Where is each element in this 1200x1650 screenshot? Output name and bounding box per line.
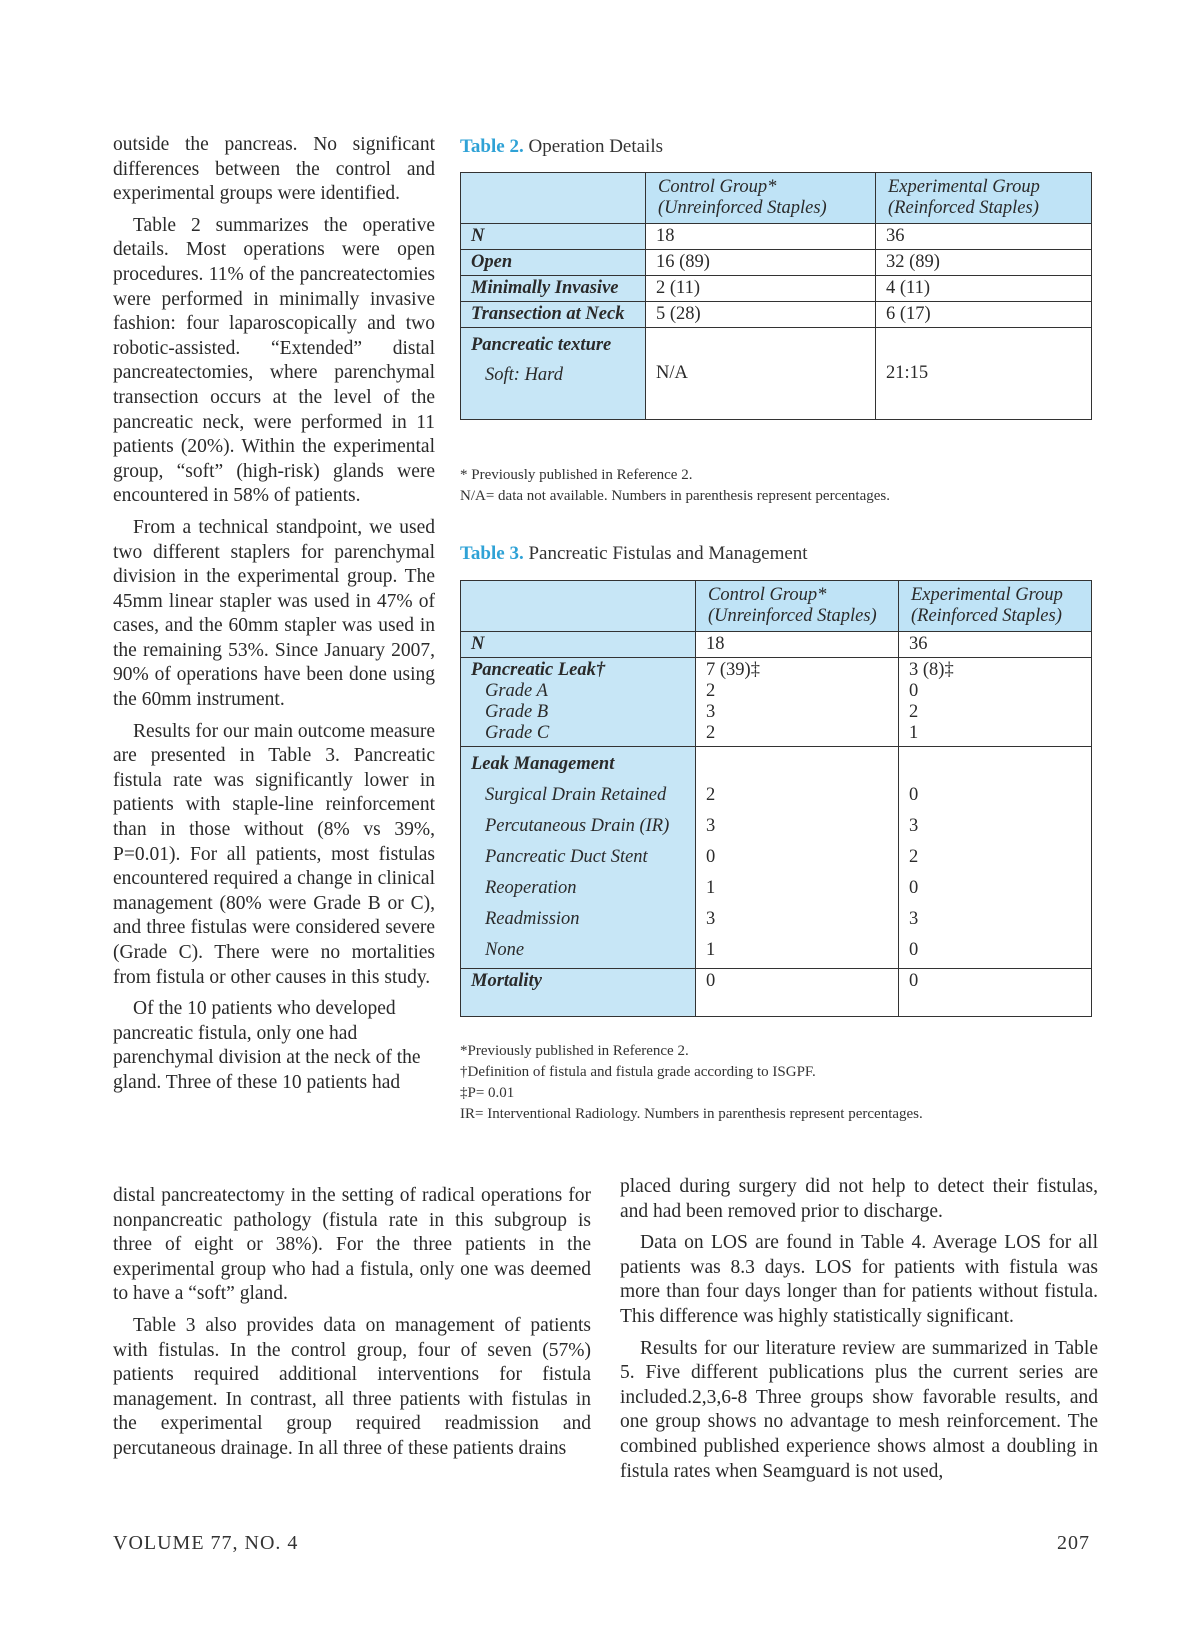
footnote: ‡P= 0.01 — [460, 1085, 515, 1101]
col-header-experimental: Experimental Group (Reinforced Staples) — [899, 581, 1092, 632]
texture-control: N/A — [656, 363, 688, 383]
col-header-control: Control Group* (Unreinforced Staples) — [646, 173, 876, 224]
table-row — [461, 632, 1092, 658]
row-label: Minimally Invasive — [461, 276, 646, 302]
table-header-row — [461, 581, 1092, 632]
mgmt-experimental: 2 — [909, 847, 919, 867]
row-label: N — [461, 632, 696, 658]
paragraph: Of the 10 patients who developed pancreatic fistula, only one had parenchymal division at the neck of the gland. Three of these 10 patients had — [113, 998, 421, 1093]
grade-label: Grade B — [485, 702, 549, 722]
row-label — [461, 658, 696, 747]
cell-control: 5 (28) — [646, 302, 876, 328]
table-row — [461, 302, 1092, 328]
cell-experimental — [899, 747, 1092, 969]
paragraph: From a technical standpoint, we used two different staplers for parenchymal division in the experimental group. The 45mm linear stapler was used in 47% of cases, and the 60mm stapler was used in the remaining 53%. Since January 2007, 90% of operations have been done using the 60mm instrument. — [113, 516, 435, 711]
mgmt-item-label: Surgical Drain Retained — [485, 785, 667, 805]
cell-control: 2 (11) — [646, 276, 876, 302]
table-row — [461, 747, 1092, 969]
row-label: Mortality — [461, 969, 696, 1017]
cell-experimental — [899, 658, 1092, 747]
table-row — [461, 969, 1092, 1017]
leak-label: Pancreatic Leak† — [471, 660, 606, 680]
col-header-experimental: Experimental Group (Reinforced Staples) — [876, 173, 1092, 224]
mgmt-control: 0 — [706, 847, 716, 867]
row-label — [461, 747, 696, 969]
grade-label: Grade A — [485, 681, 548, 701]
cell-experimental: 4 (11) — [876, 276, 1092, 302]
grade-control: 3 — [706, 702, 716, 722]
cell-experimental: 6 (17) — [876, 302, 1092, 328]
table2-title: Operation Details — [528, 136, 664, 157]
table2 — [460, 172, 1092, 420]
col-header-control: Control Group* (Unreinforced Staples) — [696, 581, 899, 632]
paragraph: Table 3 also provides data on management of patients with fistulas. In the control group, four of seven (57%) patients required additional interventions for fistula management. In contrast, all three patients with fistulas in the experimental group required readmission and percutaneous drainage. In all three of these patients drains — [113, 1314, 591, 1459]
paragraph: outside the pancreas. No significant differences between the control and experimental groups were identified. — [113, 134, 435, 205]
footnote: N/A= data not available. Numbers in parenthesis represent percentages. — [460, 488, 890, 504]
grade-experimental: 1 — [909, 723, 919, 743]
cell-control — [696, 747, 899, 969]
cell-experimental — [876, 328, 1092, 420]
table-row — [461, 658, 1092, 747]
cell-control — [696, 658, 899, 747]
table-row — [461, 224, 1092, 250]
mgmt-control: 1 — [706, 940, 716, 960]
table-row — [461, 250, 1092, 276]
table2-notes — [460, 465, 890, 507]
mgmt-experimental: 0 — [909, 940, 919, 960]
leak-control: 7 (39)‡ — [706, 660, 760, 680]
table-header-row — [461, 173, 1092, 224]
page-number: 207 — [1057, 1532, 1090, 1554]
paragraph: Data on LOS are found in Table 4. Average LOS for all patients was 8.3 days. LOS for patients with fistula was more than four days longer than for patients without fistula. This difference was highly statistically significant. — [620, 1232, 1098, 1327]
mgmt-item-label: Readmission — [485, 909, 580, 929]
mgmt-item-label: Percutaneous Drain (IR) — [485, 816, 670, 836]
mgmt-control: 3 — [706, 909, 716, 929]
table2-label: Table 2. — [460, 136, 524, 157]
mgmt-experimental: 0 — [909, 878, 919, 898]
table3-title: Pancreatic Fistulas and Management — [528, 543, 808, 564]
footnote: IR= Interventional Radiology. Numbers in parenthesis represent percentages. — [460, 1106, 923, 1122]
cell-experimental: 36 — [876, 224, 1092, 250]
cell-control — [646, 328, 876, 420]
table-row — [461, 276, 1092, 302]
cell-control: 16 (89) — [646, 250, 876, 276]
mgmt-control: 2 — [706, 785, 716, 805]
mgmt-experimental: 0 — [909, 785, 919, 805]
paragraph: Results for our literature review are summarized in Table 5. Five different publications plus the current series are included.2,3,6-8 Three groups show favorable results, and one group shows no advantage to mesh reinforcement. The combined published experience shows almost a doubling in fistula rates when Seamguard is not used, — [620, 1337, 1098, 1482]
table3-notes — [460, 1041, 923, 1125]
texture-experimental: 21:15 — [886, 363, 929, 383]
cell-control: 0 — [696, 969, 899, 1017]
cell-experimental: 0 — [899, 969, 1092, 1017]
texture-label: Pancreatic texture — [471, 335, 612, 355]
table-corner-cell — [461, 173, 646, 224]
left-column — [113, 133, 435, 1103]
right-column — [620, 1175, 1098, 1491]
bottom-left-column — [113, 1184, 591, 1469]
mgmt-item-label: Pancreatic Duct Stent — [485, 847, 648, 867]
grade-control: 2 — [706, 723, 716, 743]
table-row — [461, 328, 1092, 420]
row-label: Transection at Neck — [461, 302, 646, 328]
table-corner-cell — [461, 581, 696, 632]
row-label — [461, 328, 646, 420]
cell-experimental: 32 (89) — [876, 250, 1092, 276]
grade-experimental: 2 — [909, 702, 919, 722]
mgmt-control: 3 — [706, 816, 716, 836]
mgmt-experimental: 3 — [909, 909, 919, 929]
mgmt-label: Leak Management — [471, 754, 615, 774]
table3-caption — [460, 543, 808, 565]
mgmt-control: 1 — [706, 878, 716, 898]
table2-caption — [460, 136, 663, 158]
grade-label: Grade C — [485, 723, 550, 743]
footnote: †Definition of fistula and fistula grade according to ISGPF. — [460, 1064, 816, 1080]
paragraph: Results for our main outcome measure are presented in Table 3. Pancreatic fistula rate was significantly lower in patients with staple-line reinforcement than in those without (8% vs 39%, P=0.01). For all patients, most fistulas encountered required a change in clinical management (80% were Grade B or C), and three fistulas were considered severe (Grade C). There were no mortalities from fistula or other causes in this study. — [113, 720, 435, 988]
leak-experimental: 3 (8)‡ — [909, 660, 954, 680]
paragraph: Table 2 summarizes the operative details. Most operations were open procedures. 11% of the pancreatectomies were performed in minimally invasive fashion: four laparoscopically and two robotic-assisted. “Extended” distal pancreatectomies, where parenchymal transection occurs at the level of the pancreatic neck, were performed in 11 patients (20%). Within the experimental group, “soft” (high-risk) glands were encountered in 58% of patients. — [113, 214, 435, 507]
mgmt-experimental: 3 — [909, 816, 919, 836]
cell-control: 18 — [646, 224, 876, 250]
mgmt-item-label: Reoperation — [485, 878, 577, 898]
cell-experimental: 36 — [899, 632, 1092, 658]
mgmt-item-label: None — [485, 940, 525, 960]
journal-volume: VOLUME 77, NO. 4 — [113, 1532, 299, 1554]
row-label: Open — [461, 250, 646, 276]
paragraph: distal pancreatectomy in the setting of radical operations for nonpancreatic pathology (fistula rate in this subgroup is three of eight or 38%). For the three patients in the experimental group who had a fistula, only one was deemed to have a “soft” gland. — [113, 1185, 591, 1305]
cell-control: 18 — [696, 632, 899, 658]
footnote: *Previously published in Reference 2. — [460, 1043, 689, 1059]
table3 — [460, 580, 1092, 1017]
grade-experimental: 0 — [909, 681, 919, 701]
table3-label: Table 3. — [460, 543, 524, 564]
paragraph: placed during surgery did not help to detect their fistulas, and had been removed prior to discharge. — [620, 1176, 1098, 1222]
row-label: N — [461, 224, 646, 250]
texture-sub-label: Soft: Hard — [485, 365, 563, 385]
grade-control: 2 — [706, 681, 716, 701]
footnote: * Previously published in Reference 2. — [460, 467, 693, 483]
